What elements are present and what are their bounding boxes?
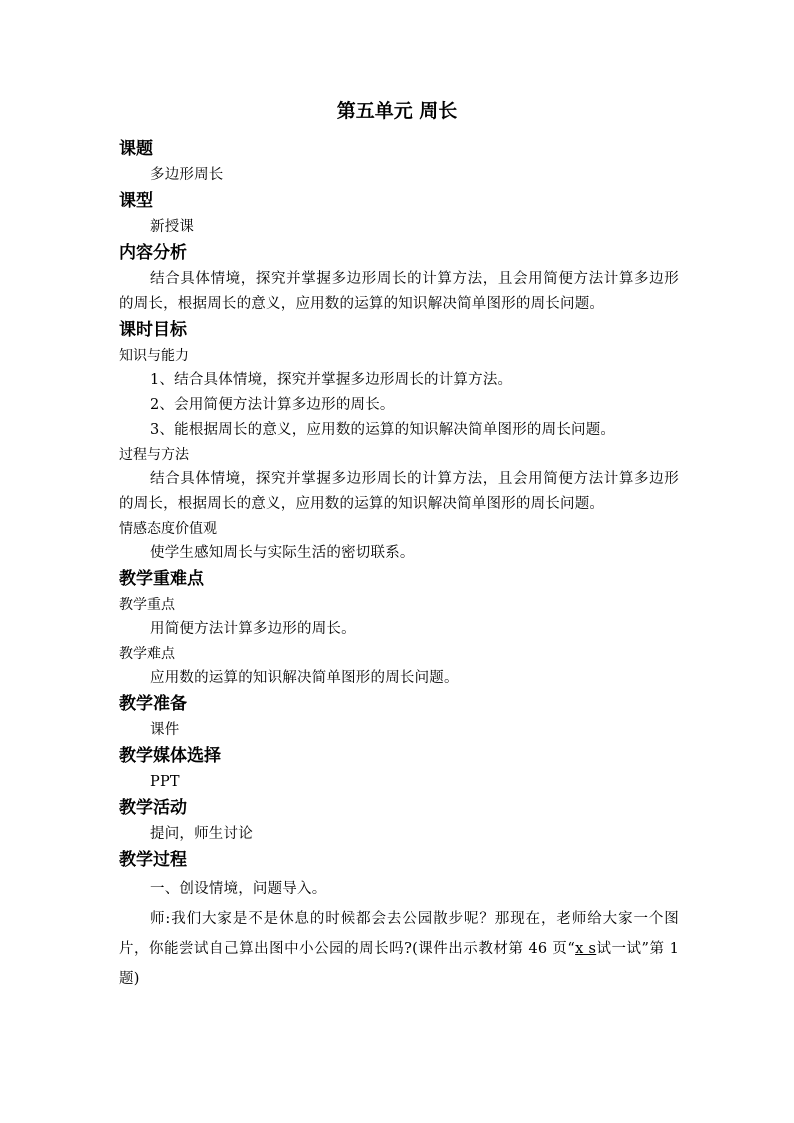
teacher-dialog-text: 师:我们大家是不是休息的时候都会去公园散步呢？那现在，老师给大家一个图片，你能尝试自己算出图中小公园的周长吗?(课件出示教材第 46 页“ — [119, 911, 679, 957]
subheading-difficulty: 教学难点 — [119, 646, 175, 662]
document-body — [119, 136, 679, 994]
section-heading-media: 教学媒体选择 — [119, 746, 221, 766]
focus-text: 用简便方法计算多边形的周长。 — [150, 621, 356, 637]
teacher-dialog-tail: 试一试”第 1 题) — [119, 941, 680, 987]
lesson-type-text: 新授课 — [150, 219, 195, 235]
attitude-text: 使学生感知周长与实际生活的密切联系。 — [150, 545, 415, 561]
teaching-step-1: 一、创设情境，问题导入。 — [150, 881, 327, 897]
section-heading-activities: 教学活动 — [119, 798, 187, 818]
subheading-process-method: 过程与方法 — [119, 447, 189, 463]
subheading-attitude: 情感态度价值观 — [119, 521, 217, 537]
subheading-knowledge: 知识与能力 — [119, 348, 189, 364]
knowledge-item: 1、结合具体情境，探究并掌握多边形周长的计算方法。 — [150, 372, 513, 388]
section-heading-objectives: 课时目标 — [119, 320, 187, 340]
subheading-focus: 教学重点 — [119, 597, 175, 613]
page-title: 第五单元 周长 — [336, 100, 458, 122]
section-heading-topic: 课题 — [119, 139, 153, 159]
process-method-text: 结合具体情境，探究并掌握多边形周长的计算方法，且会用简便方法计算多边形的周长，根据周长的意义，应用数的运算的知识解决简单图形的周长问题。 — [119, 471, 679, 512]
topic-text: 多边形周长 — [150, 167, 224, 183]
section-heading-lesson-type: 课型 — [119, 191, 153, 211]
section-heading-preparation: 教学准备 — [119, 694, 187, 714]
teacher-dialog — [119, 904, 679, 994]
underlined-code: x s — [575, 941, 597, 957]
content-analysis-text: 结合具体情境，探究并掌握多边形周长的计算方法，且会用简便方法计算多边形的周长，根据周长的意义，应用数的运算的知识解决简单图形的周长问题。 — [119, 271, 679, 312]
difficulty-text: 应用数的运算的知识解决简单图形的周长问题。 — [150, 670, 459, 686]
section-heading-content-analysis: 内容分析 — [119, 243, 187, 263]
section-heading-teaching-process: 教学过程 — [119, 850, 187, 870]
knowledge-item: 3、能根据周长的意义，应用数的运算的知识解决简单图形的周长问题。 — [150, 422, 616, 438]
activities-text: 提问，师生讨论 — [150, 826, 253, 842]
preparation-text: 课件 — [150, 722, 180, 738]
knowledge-item: 2、会用简便方法计算多边形的周长。 — [150, 397, 395, 413]
media-text: PPT — [150, 774, 180, 790]
section-heading-key-points: 教学重难点 — [119, 569, 204, 589]
